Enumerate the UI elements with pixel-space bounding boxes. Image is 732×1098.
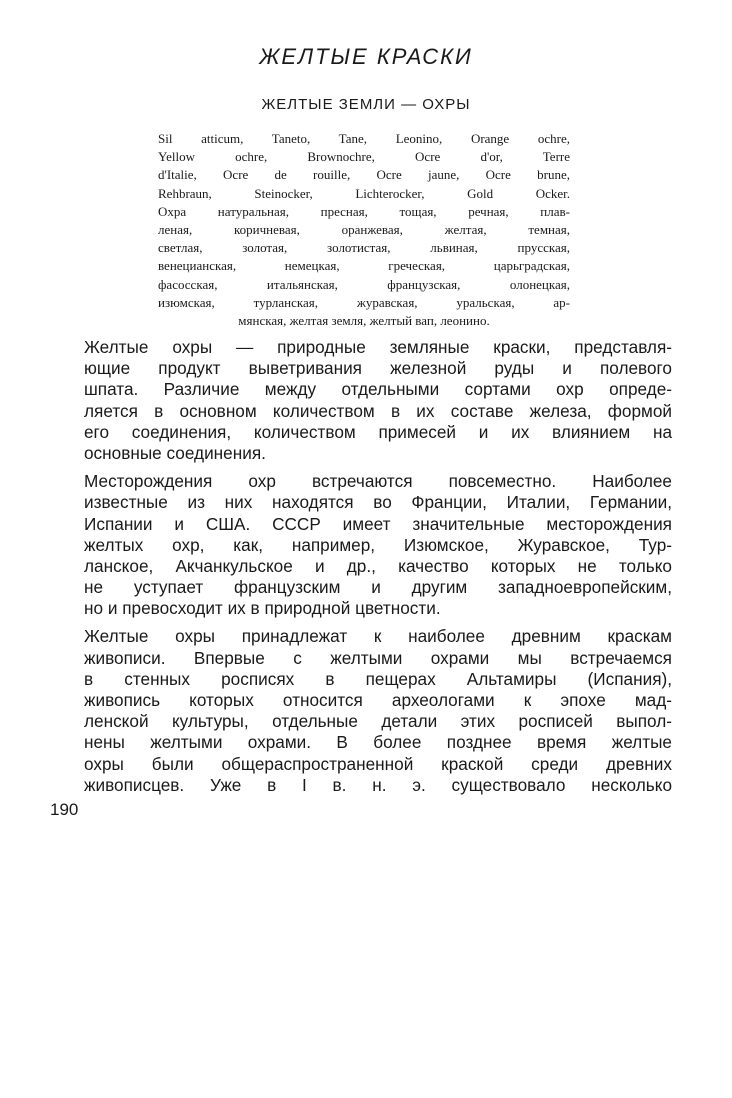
synonyms-line: Sil atticum, Taneto, Tane, Leonino, Orange ochre, (158, 131, 570, 146)
text-line: Желтые охры принадлежат к наиболее древним краскам (84, 626, 672, 647)
text-line: Месторождения охр встречаются повсеместно. Наиболее (84, 471, 672, 492)
synonyms-line: венецианская, немецкая, греческая, царьградская, (158, 258, 570, 274)
text-line: его соединения, количеством примесей и их влиянием на (84, 421, 672, 442)
text-line: в стенных росписях в пещерах Альтамиры (Испания), (84, 668, 672, 689)
text-line: ленской культуры, отдельные детали этих росписей выпол- (84, 711, 672, 732)
synonyms-line: фасосская, итальянская, французская, олонецкая, (158, 276, 570, 292)
page-number: 190 (50, 800, 79, 819)
synonyms-line: Rehbraun, Steinocker, Lichterocker, Gold Ocker. (158, 185, 570, 201)
synonyms-line: d'Italie, Ocre de rouille, Ocre jaune, Ocre brune, (158, 167, 570, 183)
synonyms-line: леная, коричневая, оранжевая, желтая, темная, (158, 222, 570, 238)
paragraph-2 (84, 471, 672, 619)
text-line: живописи. Впервые с желтыми охрами мы встречаемся (84, 647, 672, 668)
text-line: Испании и США. СССР имеет значительные месторождения (84, 513, 672, 534)
text-line: Желтые охры — природные земляные краски, представля- (84, 337, 672, 357)
text-line: желтых охр, как, например, Изюмское, Журавское, Тур- (84, 534, 672, 555)
section-title: ЖЕЛТЫЕ ЗЕМЛИ — ОХРЫ (261, 96, 471, 113)
text-line: живопись которых относится археологами к эпохе мад- (84, 690, 672, 710)
text-line: шпата. Различие между отдельными сортами охр опреде- (84, 379, 672, 400)
text-line: ющие продукт выветривания железной руды и полевого (84, 358, 672, 379)
body-text (84, 337, 672, 796)
text-line: основные соединения. (84, 442, 266, 463)
text-line: охры были общераспространенной краской среди древних (84, 753, 672, 774)
text-line: не уступает французским и другим западноевропейским, (84, 577, 672, 598)
text-line: живописцев. Уже в I в. н. э. существовало несколько (84, 774, 672, 795)
paragraph-3 (84, 626, 672, 796)
synonyms-line: Охра натуральная, пресная, тощая, речная, плав- (158, 203, 570, 219)
synonyms-line: мянская, желтая земля, желтый вап, леонино. (238, 313, 490, 329)
synonyms-line: изюмская, турланская, журавская, уральская, ар- (158, 294, 570, 310)
text-line: ланское, Акчанкульское и др., качество которых не только (84, 555, 672, 576)
text-line: но и превосходит их в природной цветности. (84, 598, 441, 619)
text-line: нены желтыми охрами. В более позднее время желтые (84, 732, 672, 753)
text-line: ляется в основном количеством в их составе железа, формой (84, 400, 672, 421)
paragraph-1 (84, 337, 672, 464)
synonyms-line: Yellow ochre, Brownochre, Ocre d'or, Terre (158, 149, 570, 165)
synonyms-line: светлая, золотая, золотистая, львиная, прусская, (158, 240, 570, 256)
synonyms-block (158, 130, 570, 330)
chapter-title: ЖЕЛТЫЕ КРАСКИ (259, 44, 473, 69)
text-line: известные из них находятся во Франции, Италии, Германии, (84, 492, 672, 513)
